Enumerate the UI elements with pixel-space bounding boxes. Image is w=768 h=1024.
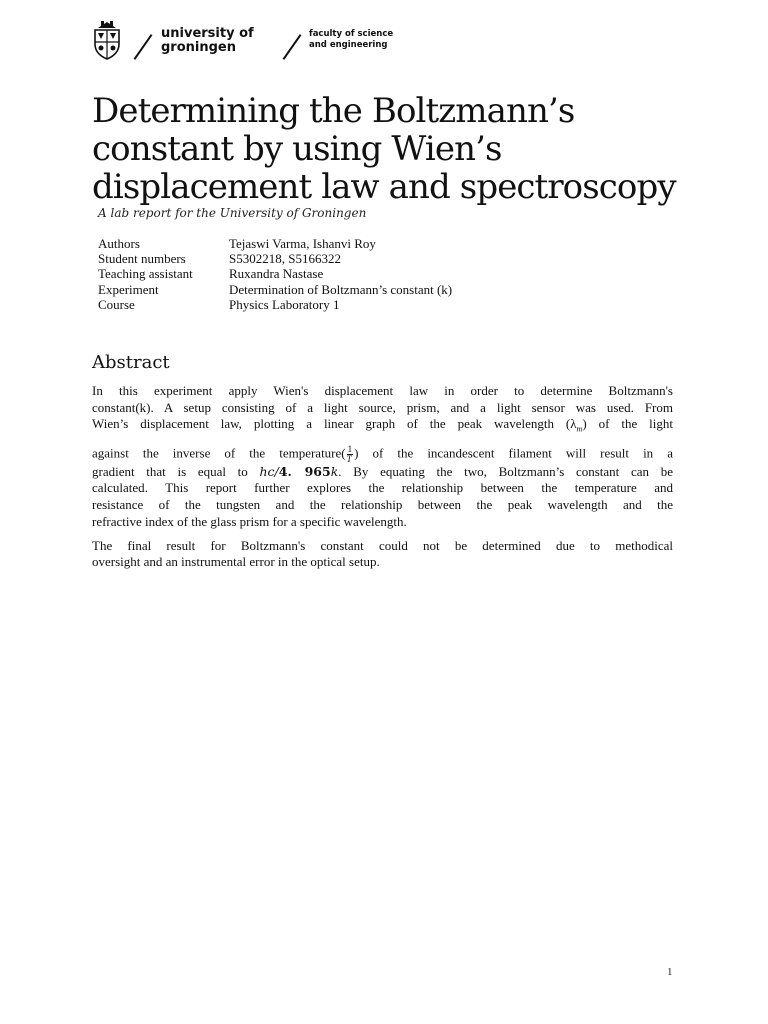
page-number: 1 (667, 966, 673, 978)
meta-key: Authors (98, 236, 140, 251)
meta-key: Teaching assistant (98, 266, 193, 282)
formula-part: k (330, 463, 339, 479)
abstract-line: constant(k). A setup consisting of a light source, prism, and a light sensor was used. From (92, 399, 673, 415)
fraction-denominator: T (346, 453, 352, 464)
meta-row (98, 297, 452, 312)
meta-row (98, 266, 452, 281)
meta-value: Ruxandra Nastase (229, 266, 324, 282)
report-title (92, 92, 692, 206)
meta-row (98, 251, 452, 266)
meta-key: Course (98, 296, 135, 312)
title-line: constant by using Wien’s (92, 129, 502, 169)
report-metadata (98, 236, 452, 312)
meta-value: Physics Laboratory 1 (229, 296, 340, 312)
abstract-line: resistance of the tungsten and the relationship between the peak wavelength and the (92, 497, 673, 513)
abstract-line: calculated. This report further explores the relationship between the temperature and (92, 480, 673, 496)
abstract-line: oversight and an instrumental error in the optical setup. (92, 554, 380, 570)
meta-key: Student numbers (98, 251, 186, 267)
formula-part: 4. 965 (278, 463, 331, 479)
title-line: displacement law and spectroscopy (92, 167, 676, 207)
formula-part: hc/ (259, 463, 279, 479)
abstract-text: Wien’s displacement law, plotting a linear graph of the peak wavelength (λ (92, 416, 577, 432)
abstract-line (92, 445, 673, 464)
meta-row (98, 282, 452, 297)
abstract-line: The final result for Boltzmann's constant could not be determined due to methodical (92, 537, 673, 553)
abstract-text: ) of the incandescent filament will result in a (354, 445, 674, 461)
meta-value: Determination of Boltzmann’s constant (k) (229, 281, 453, 297)
page-header (92, 20, 412, 66)
fraction-numerator: 1 (347, 443, 353, 454)
abstract-body (92, 383, 673, 571)
university-line-1: university of (161, 26, 254, 41)
meta-value: S5302218, S5166322 (229, 251, 341, 267)
faculty-line-2: and engineering (309, 40, 388, 50)
abstract-line: refractive index of the glass prism for a specific wavelength. (92, 513, 407, 529)
abstract-text: against the inverse of the temperature( (92, 445, 346, 461)
abstract-line (92, 416, 673, 438)
abstract-text: . By equating the two, Boltzmann’s constant can be (338, 463, 673, 479)
meta-value: Tejaswi Varma, Ishanvi Roy (229, 236, 376, 251)
gradient-formula (260, 464, 339, 479)
university-wordmark (161, 27, 254, 55)
abstract-heading: Abstract (92, 352, 170, 373)
header-divider (134, 34, 153, 60)
abstract-text: gradient that is equal to (92, 463, 260, 479)
faculty-wordmark (309, 29, 393, 51)
abstract-line (92, 464, 673, 481)
title-line: Determining the Boltzmann’s (92, 91, 575, 131)
university-crest-logo (92, 20, 122, 60)
university-line-2: groningen (161, 40, 236, 55)
faculty-line-1: faculty of science (309, 29, 394, 39)
header-divider (283, 34, 302, 60)
inverse-temperature-fraction (347, 445, 354, 464)
abstract-text: ) of the light (582, 416, 673, 432)
report-subtitle: A lab report for the University of Groningen (98, 206, 367, 220)
lambda-subscript: m (576, 425, 583, 434)
meta-row (98, 236, 452, 251)
abstract-line: In this experiment apply Wien's displacement law in order to determine Boltzmann's (92, 383, 673, 398)
meta-key: Experiment (98, 281, 159, 297)
